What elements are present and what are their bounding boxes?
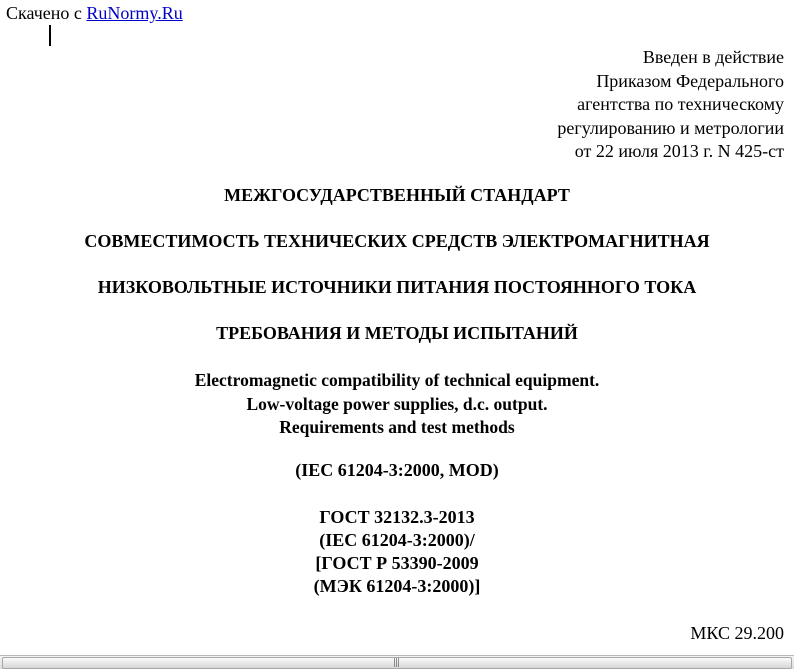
standard-code: (МЭК 61204-3:2000)] [313, 576, 481, 596]
download-source-label: Скачено с [6, 3, 87, 23]
standard-codes [0, 506, 794, 598]
approval-line: Приказом Федерального [596, 70, 784, 91]
approval-line: регулированию и метрологии [557, 117, 784, 138]
scrollbar-grip-icon: ||| [393, 658, 400, 668]
scrollbar-thumb[interactable] [2, 657, 792, 669]
approval-line: Введен в действие [642, 47, 784, 67]
english-title-line: Electromagnetic compatibility of technical equipment. [194, 370, 600, 390]
standard-code: (IEC 61204-3:2000)/ [319, 530, 475, 550]
approval-line: агентства по техническому [577, 94, 784, 114]
iec-reference: (IEC 61204-3:2000, MOD) [295, 460, 499, 480]
approval-line: от 22 июля 2013 г. N 425-ст [574, 141, 784, 161]
horizontal-scrollbar[interactable] [0, 655, 794, 669]
standard-code: ГОСТ 32132.3-2013 [319, 507, 475, 527]
classification-code: МКС 29.200 [690, 623, 784, 643]
english-title [0, 369, 794, 440]
text-cursor [49, 25, 51, 46]
english-title-line: Requirements and test methods [279, 417, 515, 437]
download-source-line [6, 2, 183, 24]
english-title-line: Low-voltage power supplies, d.c. output. [246, 393, 548, 414]
standard-code: [ГОСТ Р 53390-2009 [315, 553, 479, 573]
standard-type-heading: МЕЖГОСУДАРСТВЕННЫЙ СТАНДАРТ [224, 185, 570, 205]
runormy-link[interactable]: RuNormy.Ru [86, 3, 183, 23]
title-line-2: НИЗКОВОЛЬТНЫЕ ИСТОЧНИКИ ПИТАНИЯ ПОСТОЯННОГО ТОКА [97, 277, 697, 297]
approval-block [364, 46, 784, 164]
title-line-1: СОВМЕСТИМОСТЬ ТЕХНИЧЕСКИХ СРЕДСТВ ЭЛЕКТРОМАГНИТНАЯ [84, 231, 710, 251]
title-line-3: ТРЕБОВАНИЯ И МЕТОДЫ ИСПЫТАНИЙ [216, 323, 578, 343]
